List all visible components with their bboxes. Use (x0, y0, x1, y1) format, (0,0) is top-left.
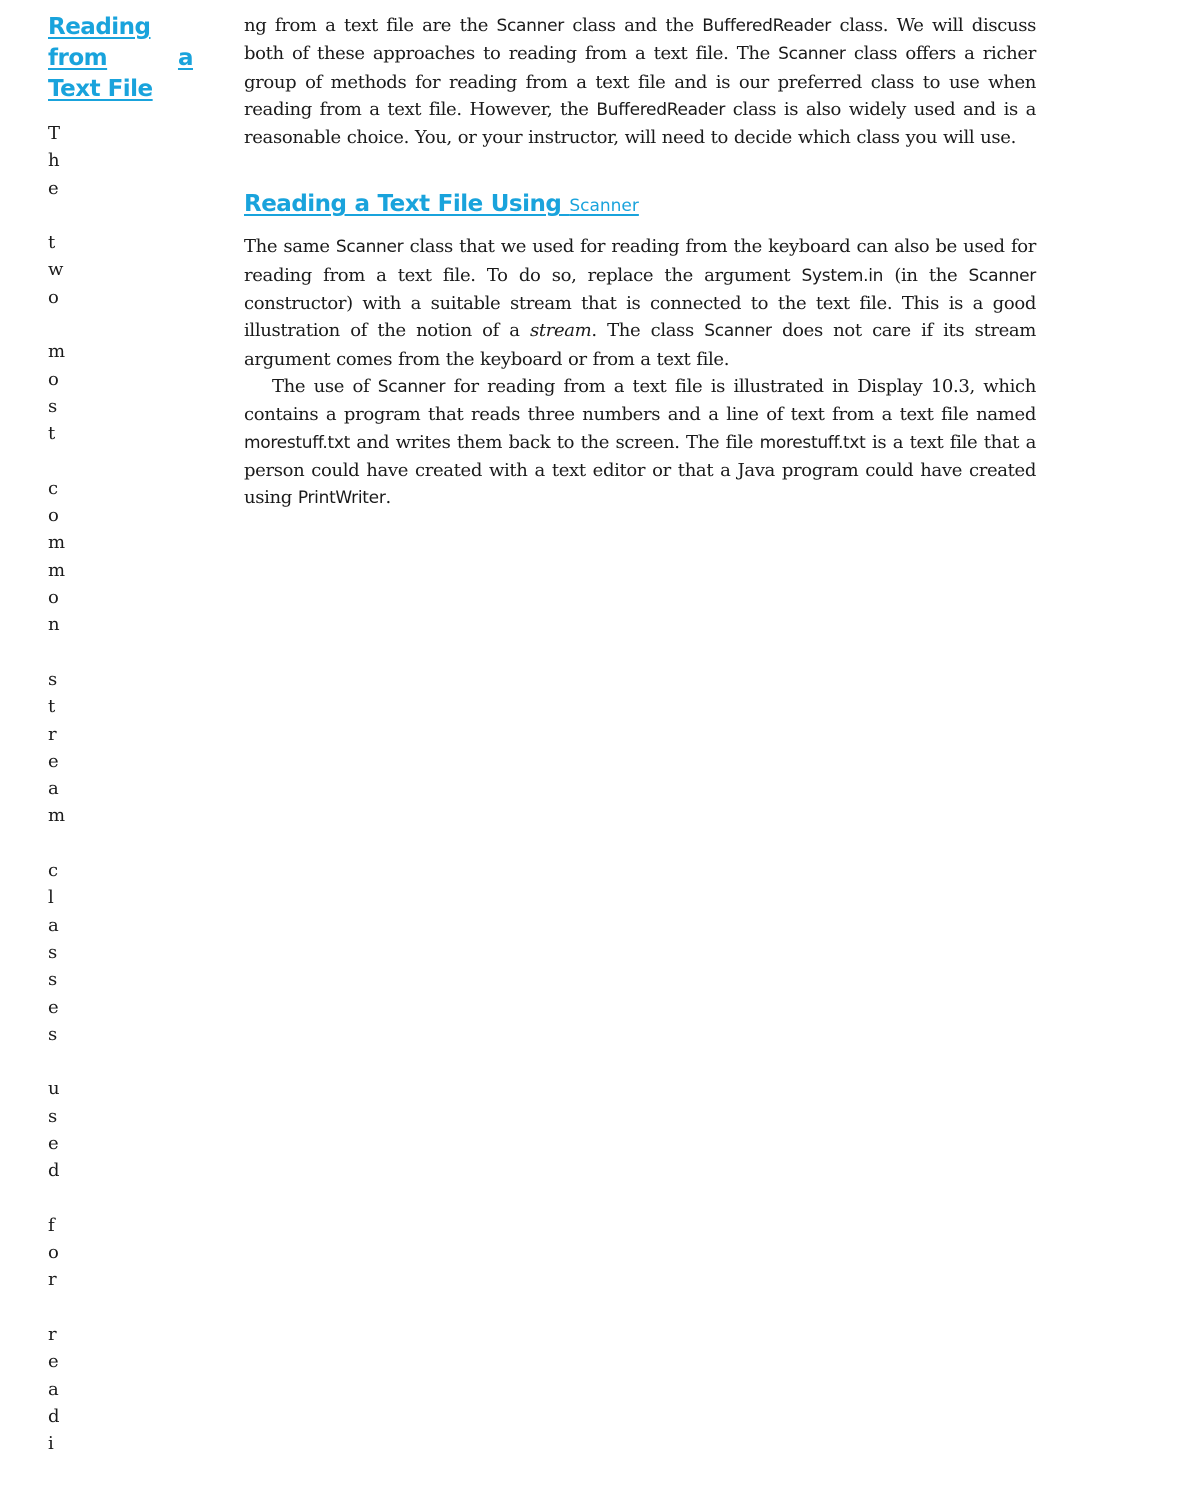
vertical-char: m (48, 559, 66, 581)
vertical-char: e (48, 1351, 59, 1373)
section-heading-code: Scanner (569, 196, 639, 217)
vertical-char: t (48, 696, 56, 718)
vertical-char (48, 1048, 68, 1075)
text-run: The same (244, 236, 336, 258)
vertical-char (48, 1185, 68, 1212)
text-run: class that we used for reading from the keyboard can also be used for reading from a text file. To do so, replace the argument (244, 236, 1036, 286)
code-bufferedreader: BufferedReader (702, 16, 831, 36)
paragraph-display-reference (244, 373, 1036, 512)
vertical-char: r (48, 1324, 57, 1346)
text-run: does not care if its stream argument comes from the keyboard or from a text file. (244, 320, 1037, 370)
vertical-char: e (48, 1132, 59, 1154)
vertical-char: o (48, 505, 59, 527)
section-heading[interactable] (244, 189, 1036, 221)
code-scanner: Scanner (778, 44, 846, 65)
vertical-char: s (48, 1023, 58, 1045)
text-run: class and the (563, 15, 703, 36)
vertical-char: t (48, 423, 56, 445)
paragraph-intro (244, 12, 1036, 151)
vertical-char: t (48, 232, 56, 254)
code-scanner: Scanner (496, 16, 564, 36)
vertical-char: o (48, 286, 59, 308)
vertical-char: s (48, 395, 58, 417)
emphasis-stream: stream (529, 320, 592, 342)
text-run: . (385, 487, 391, 509)
vertical-char: u (48, 1078, 60, 1100)
vertical-char: a (48, 1378, 59, 1400)
code-scanner: Scanner (704, 321, 772, 342)
code-scanner: Scanner (335, 237, 404, 258)
side-heading-line3: Text File (48, 76, 153, 102)
paragraph-scanner-usage (244, 233, 1036, 372)
vertical-char: e (48, 996, 59, 1018)
text-run: class. We will discuss both of these approaches to reading from a text file. The (244, 15, 1036, 65)
vertical-char: l (48, 887, 54, 909)
vertical-char: a (48, 914, 59, 936)
side-heading[interactable] (48, 12, 193, 105)
text-run: constructor) with a suitable stream that is connected to the text file. This is a good illustration of the notion of a (244, 293, 1036, 342)
code-printwriter: PrintWriter (297, 488, 386, 509)
vertical-char: c (48, 477, 59, 499)
vertical-char: s (48, 1105, 58, 1127)
vertical-char (48, 1294, 68, 1321)
vertical-char: m (48, 532, 66, 554)
section-heading-text: Reading a Text File Using (244, 191, 570, 218)
text-run: is a text file that a person could have created with a text editor or that a Java program could have created using (244, 431, 1036, 509)
vertical-char: d (48, 1160, 60, 1182)
vertical-char (48, 639, 68, 666)
code-system-in: System.in (801, 265, 884, 286)
vertical-char: s (48, 668, 58, 690)
vertical-char: o (48, 368, 59, 390)
side-heading-word-from: from (48, 45, 108, 71)
vertical-char: o (48, 1242, 59, 1264)
vertical-char (48, 202, 68, 229)
text-run: and writes them back to the screen. The file (349, 431, 760, 453)
side-heading-line1: Reading (48, 14, 151, 40)
vertical-char: w (48, 259, 64, 281)
text-run: class is also widely used and is a reasonable choice. You, or your instructor, will need to decide which class you will use. (244, 98, 1036, 149)
vertical-char: r (48, 1269, 57, 1291)
side-heading-word-a: a (177, 45, 193, 71)
vertical-char: m (48, 341, 66, 363)
main-text-column (244, 12, 1036, 512)
vertical-char: d (48, 1405, 60, 1427)
vertical-char: T (48, 123, 61, 144)
vertical-char (48, 830, 68, 857)
text-run: . The class (591, 320, 705, 342)
code-scanner: Scanner (968, 265, 1036, 286)
code-morestuff-txt: morestuff.txt (759, 432, 866, 453)
vertical-char: s (48, 969, 58, 991)
text-run: (in the (883, 264, 969, 286)
text-run: class offers a richer group of methods for reading from a text file and is our preferred class to use when reading from a text file. However, the (244, 43, 1036, 120)
vertical-char: h (48, 150, 60, 172)
vertical-char: e (48, 177, 59, 199)
vertical-char (48, 311, 68, 338)
code-scanner: Scanner (377, 376, 446, 397)
text-run: The use of (272, 375, 378, 397)
vertical-char: a (48, 778, 59, 800)
vertical-char: c (48, 860, 59, 882)
vertical-char: n (48, 614, 60, 636)
vertical-char: i (48, 1433, 54, 1455)
vertical-char: m (48, 805, 66, 827)
text-run: ng from a text file are the (244, 15, 497, 36)
vertical-char: r (48, 723, 57, 745)
vertical-char: s (48, 941, 58, 963)
code-morestuff-txt: morestuff.txt (244, 432, 350, 453)
text-run: for reading from a text file is illustrated in Display 10.3, which contains a program that reads three numbers and a line of text from a text file named (244, 375, 1036, 426)
side-heading-line2 (48, 43, 193, 74)
vertical-char: o (48, 587, 59, 609)
vertical-char: f (48, 1214, 55, 1236)
code-bufferedreader: BufferedReader (596, 99, 726, 120)
vertical-text-column (48, 120, 68, 1458)
vertical-char: e (48, 750, 59, 772)
vertical-char (48, 448, 68, 475)
